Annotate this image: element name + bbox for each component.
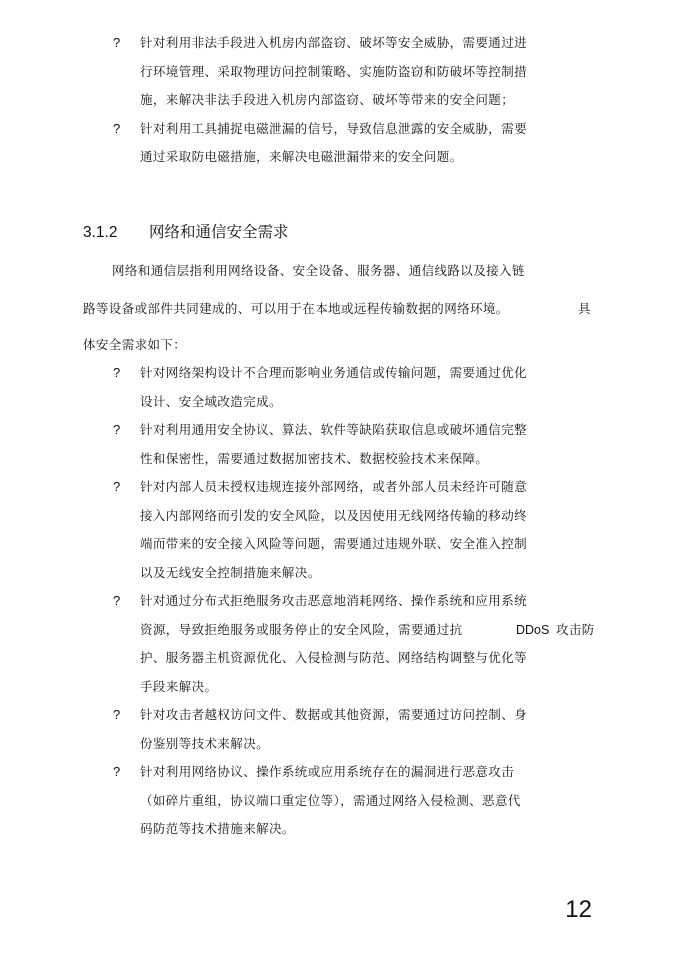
list-item — [0, 115, 700, 172]
list-item-text: 手段来解决。 — [140, 678, 218, 694]
list-item-text: 份鉴别等技术来解决。 — [140, 735, 270, 751]
bullet-marker: ? — [113, 593, 121, 608]
list-item-text: 针对网络架构设计不合理而影响业务通信或传输问题，需要通过优化 — [140, 365, 528, 380]
requirement-list — [0, 359, 700, 844]
list-item-text: 针对利用非法手段进入机房内部盗窃、破坏等安全威胁，需要通过进 — [140, 35, 528, 50]
bullet-marker: ? — [113, 764, 121, 779]
bullet-marker: ? — [113, 365, 121, 380]
list-item — [0, 416, 700, 473]
list-item-text: 码防范等技术措施来解决。 — [140, 821, 295, 836]
list-item-text: 通过采取防电磁措施，来解决电磁泄漏带来的安全问题。 — [140, 149, 463, 164]
intro-line: 路等设备或部件共同建成的、可以用于在本地或远程传输数据的网络环境。 — [83, 301, 509, 316]
list-item-text: 护、服务器主机资源优化、入侵检测与防范、网络结构调整与优化等 — [140, 650, 528, 665]
bullet-marker: ? — [113, 120, 121, 136]
list-item — [0, 359, 700, 416]
bullet-marker: ? — [113, 35, 121, 50]
bullet-marker: ? — [113, 479, 121, 494]
list-item-text: （如碎片重组，协议端口重定位等），需通过网络入侵检测、恶意代 — [140, 792, 521, 808]
page-number: 12 — [565, 896, 592, 923]
list-item — [0, 701, 700, 758]
list-item — [0, 758, 700, 844]
list-item-text: 以及无线安全控制措施来解决。 — [140, 564, 321, 580]
list-item-text: 端而带来的安全接入风险等问题，需要通过违规外联、安全准入控制 — [140, 536, 528, 551]
bullet-marker: ? — [113, 422, 121, 437]
section-number: 3.1.2 — [83, 224, 118, 241]
list-item-text: 施，来解决非法手段进入机房内部盗窃、破坏等带来的安全问题； — [140, 92, 515, 107]
intro-line: 体安全需求如下： — [83, 337, 187, 352]
list-item-text: 接入内部网络而引发的安全风险，以及因使用无线网络传输的移动终 — [140, 507, 528, 523]
intro-line: 网络和通信层指利用网络设备、安全设备、服务器、通信线路以及接入链 — [112, 263, 525, 278]
list-item-text: 性和保密性，需要通过数据加密技术、数据校验技术来保障。 — [140, 450, 489, 466]
list-item — [0, 29, 700, 115]
list-item-text: 行环境管理、采取物理访问控制策略、实施防盗窃和防破坏等控制措 — [140, 63, 528, 79]
list-item — [0, 473, 700, 587]
list-item-text-part: 资源，导致拒绝服务或服务停止的安全风险，需要通过抗 — [140, 621, 463, 637]
list-item-text: 针对利用通用安全协议、算法、软件等缺陷获取信息或破坏通信完整 — [140, 422, 528, 437]
bullet-marker: ? — [113, 707, 121, 722]
top-bullet-list — [0, 29, 700, 172]
list-item-text: 针对内部人员未授权违规连接外部网络，或者外部人员未经许可随意 — [140, 479, 528, 494]
list-item-text: 针对攻击者越权访问文件、数据或其他资源，需要通过访问控制、身 — [140, 707, 528, 722]
list-item-text: 针对利用网络协议、操作系统或应用系统存在的漏洞进行恶意攻击 — [140, 764, 515, 779]
list-item-text — [140, 616, 700, 645]
section-heading — [83, 218, 289, 247]
list-item-text: 设计、安全域改造完成。 — [140, 393, 282, 409]
intro-line-tail: 具 — [578, 301, 591, 316]
section-title: 网络和通信安全需求 — [149, 223, 289, 241]
list-item-text: 针对利用工具捕捉电磁泄漏的信号，导致信息泄露的安全威胁，需要 — [140, 120, 528, 136]
list-item — [0, 587, 700, 701]
ddos-term: DDoS — [516, 622, 550, 637]
list-item-text: 针对通过分布式拒绝服务攻击恶意地消耗网络、操作系统和应用系统 — [140, 593, 528, 608]
list-item-text-part: 攻击防 — [556, 621, 595, 637]
